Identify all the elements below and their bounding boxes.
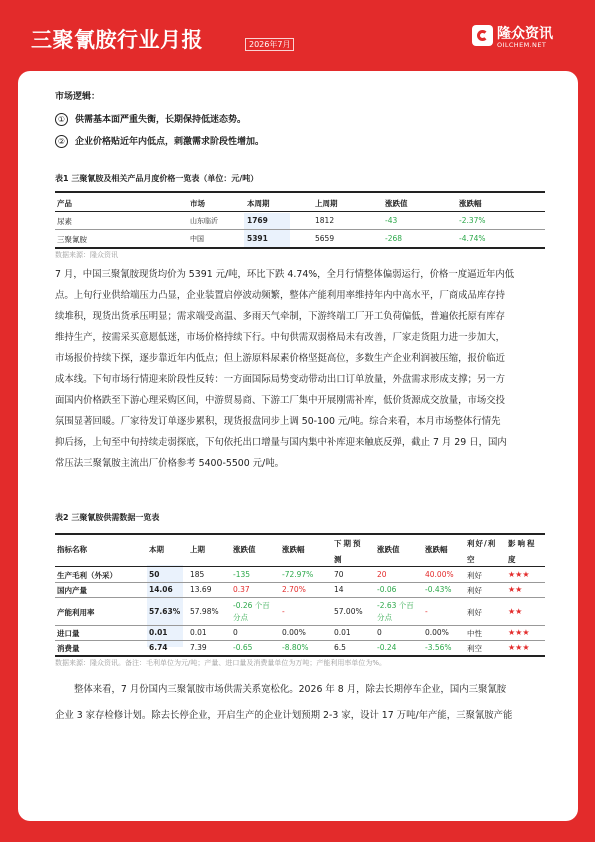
table2-cell-change-pct: 2.70%: [282, 585, 306, 594]
impact-stars: ★★: [508, 585, 523, 594]
table2-header-cell: 涨跌值: [233, 545, 256, 554]
table2-row-rule: [55, 582, 545, 583]
logic-item: [55, 112, 246, 126]
table1-header-rule: [55, 211, 545, 212]
table2-cell-forecast-change: 0: [377, 628, 382, 637]
analysis-paragraph: [55, 264, 545, 474]
table1-header-cell: 市场: [190, 199, 205, 208]
table2-cell-forecast-change: -2.63 个百分点: [377, 601, 414, 622]
table1-cell-current: 1769: [247, 216, 268, 225]
table1-cell-previous: 1812: [315, 216, 335, 225]
table2-cell-previous: 7.39: [190, 643, 207, 652]
table2-cell-change: 0.37: [233, 585, 250, 594]
impact-stars: ★★★: [508, 570, 530, 579]
paragraph-line: 面国内价格跌至下游心理采购区间，中游贸易商、下游工厂集中开展刚需补库，低价货源成交放量，市场交投: [55, 395, 506, 406]
number-circle-icon: ②: [55, 135, 68, 148]
table2-cell-forecast-pct: 40.00%: [425, 570, 454, 579]
table2-header-cell: 指标名称: [57, 545, 87, 554]
table2-cell-change-pct: -8.80%: [282, 643, 309, 652]
table1-header-cell: 涨跌幅: [459, 199, 482, 208]
table1-header-cell: 涨跌值: [385, 199, 408, 208]
table2-cell-current: 0.01: [149, 628, 168, 637]
table2-cell-change: -0.65: [233, 643, 253, 652]
table2-cell-forecast-change: 20: [377, 570, 387, 579]
table2-header-cell: 影响程度: [508, 539, 537, 564]
table1-cell-market: 山东临沂: [190, 217, 218, 225]
table2-header-cell: 利好/利空: [467, 539, 497, 564]
table2-cell-current: 57.63%: [149, 607, 181, 616]
logo-cn-text: 隆众资讯: [497, 26, 553, 42]
table1-cell-product: 三聚氰胺: [57, 235, 87, 244]
table2-cell-previous: 0.01: [190, 628, 207, 637]
table1-cell-market: 中国: [190, 235, 204, 243]
table1-header-cell: 本周期: [247, 199, 270, 208]
number-circle-icon: ①: [55, 113, 68, 126]
table2-header-cell: 涨跌幅: [282, 545, 305, 554]
table2-cell-change: -135: [233, 570, 251, 579]
report-title: 三聚氰胺行业月报: [31, 28, 203, 52]
logo-mark-icon: [472, 25, 493, 46]
table2-cell-indicator: 产能利用率: [57, 608, 95, 617]
table2-cell-indicator: 消费量: [57, 644, 80, 653]
table2-cell-current: 50: [149, 570, 160, 579]
table2-cell-change-pct: 0.00%: [282, 628, 306, 637]
table2-bottom-rule: [55, 655, 545, 657]
impact-stars: ★★★: [508, 628, 530, 637]
table2-cell-impact: 利好: [467, 571, 482, 580]
table2-cell-current: 14.06: [149, 585, 173, 594]
paragraph-line: 常压法三聚氰胺主流出厂价格参考 5400-5500 元/吨。: [55, 458, 284, 469]
market-logic-title: 市场逻辑：: [55, 92, 101, 102]
table2-cell-forecast: 57.00%: [334, 607, 363, 616]
table1-cell-current: 5391: [247, 234, 268, 243]
table1-title: 表1 三聚氰胺及相关产品月度价格一览表（单位：元/吨）: [55, 174, 259, 183]
table1-source: 数据来源：隆众资讯: [55, 251, 118, 259]
table1-cell-previous: 5659: [315, 234, 335, 243]
table2-cell-impact: 中性: [467, 629, 482, 638]
table2-cell-previous: 13.69: [190, 585, 212, 594]
table2-cell-forecast-pct: -0.43%: [425, 585, 452, 594]
paragraph-line: 抑后扬，上旬至中旬持续走弱探底，下旬依托出口增量与国内集中补库迎来触底反弹，截止 7 月 29 日，国内: [55, 437, 507, 448]
table2-cell-previous: 185: [190, 570, 205, 579]
table1-cell-product: 尿素: [57, 217, 72, 226]
paragraph-line: 续堆积，现货出货承压明显；需求端受高温、多雨天气牵制，下游终端工厂开工负荷偏低，普遍依托原有库存: [55, 311, 506, 322]
paragraph-line: 7 月，中国三聚氰胺现货均价为 5391 元/吨，环比下跌 4.74%，全月行情整体偏弱运行，价格一度逼近年内低: [55, 269, 515, 280]
logic-item-text: 供需基本面严重失衡，长期保持低迷态势。: [75, 115, 247, 125]
table2-cell-change: 0: [233, 628, 238, 637]
table1-cell-change-pct: -4.74%: [459, 234, 486, 243]
table2-cell-forecast: 6.5: [334, 643, 346, 652]
table2-cell-forecast-pct: 0.00%: [425, 628, 449, 637]
table2-header-cell: 本期: [149, 545, 164, 554]
table2-row-rule: [55, 625, 545, 626]
table2-cell-forecast-change: -0.06: [377, 585, 397, 594]
table2-cell-impact: 利空: [467, 644, 482, 653]
logic-item-text: 企业价格贴近年内低点，刺激需求阶段性增加。: [75, 137, 265, 147]
table2-cell-indicator: 国内产量: [57, 586, 87, 595]
table1-cell-change-pct: -2.37%: [459, 216, 486, 225]
brand-logo: [472, 22, 568, 52]
table2-cell-indicator: 进口量: [57, 629, 80, 638]
content-card: [18, 71, 578, 821]
impact-stars: ★★★: [508, 643, 530, 652]
table2-header-cell: 涨跌幅: [425, 545, 448, 554]
issue-badge: 2026年7月: [245, 38, 294, 51]
table2-cell-change-pct: -: [282, 607, 285, 616]
table2-cell-current: 6.74: [149, 643, 168, 652]
table2-cell-change: -0.26 个百分点: [233, 601, 270, 622]
table2-row-rule: [55, 597, 545, 598]
logo-en-text: OILCHEM.NET: [497, 41, 547, 49]
table2-cell-indicator: 生产毛利（外采）: [57, 571, 117, 580]
summary-paragraph: [55, 677, 545, 729]
table2-header-cell: 下期预测: [334, 539, 363, 564]
table2-cell-forecast: 70: [334, 570, 344, 579]
table1-top-rule: [55, 191, 545, 193]
table2-header-rule: [55, 566, 545, 567]
table2-cell-change-pct: -72.97%: [282, 570, 314, 579]
table2-cell-forecast: 0.01: [334, 628, 351, 637]
table2-cell-forecast-change: -0.24: [377, 643, 397, 652]
table2-row-rule: [55, 640, 545, 641]
table1-header-cell: 产品: [57, 199, 72, 208]
paragraph-line: 成本线。下旬市场行情迎来阶段性反转：一方面国际局势变动带动出口订单放量，外盘需求形成支撑；另一方: [55, 374, 506, 385]
logic-item: [55, 134, 264, 148]
paragraph-line: 整体来看，7 月份国内三聚氰胺市场供需关系宽松化。2026 年 8 月，除去长期停车企业，国内三聚氰胺: [74, 684, 507, 695]
table1-bottom-rule: [55, 247, 545, 249]
table2-title: 表2 三聚氰胺供需数据一览表: [55, 513, 160, 522]
table2-cell-forecast: 14: [334, 585, 344, 594]
impact-stars: ★★: [508, 607, 523, 616]
table2-cell-previous: 57.98%: [190, 607, 219, 616]
paragraph-line: 氛围显著回暖。厂家待发订单逐步累积，现货报盘同步上调 50-100 元/吨。综合来看，本月市场整体行情先: [55, 416, 501, 427]
table2-top-rule: [55, 533, 545, 535]
table1-cell-change: -43: [385, 216, 398, 225]
table2-header-cell: 上期: [190, 545, 205, 554]
paragraph-line: 市场报价持续下探，逐步靠近年内低点；但上游原料尿素价格坚挺高位，多数生产企业利润被压缩，报价临近: [55, 353, 506, 364]
report-header: [0, 0, 595, 66]
paragraph-line: 企业 3 家存检修计划。除去长停企业，开启生产的企业计划预期 2-3 家，设计 17 万吨/年产能，三聚氰胺产能: [55, 710, 513, 721]
paragraph-line: 维持生产，按需采买意愿低迷，市场价格持续下行。中旬供需双弱格局未有改善，厂家走货阻力进一步加大，: [55, 332, 506, 343]
table1-row-rule: [55, 229, 545, 230]
table2-cell-impact: 利好: [467, 608, 482, 617]
table2-source: 数据来源：隆众资讯。备注：毛利单位为元/吨；产量、进口量及消费量单位为万吨；产能利用率单位为%。: [55, 659, 387, 667]
table2-header-cell: 涨跌值: [377, 545, 400, 554]
table1-header-cell: 上周期: [315, 199, 338, 208]
table2-cell-forecast-pct: -3.56%: [425, 643, 452, 652]
table2-cell-impact: 利好: [467, 586, 482, 595]
table1-cell-change: -268: [385, 234, 403, 243]
paragraph-line: 点。上旬行业供给端压力凸显，企业装置启停波动频繁，整体产能利用率维持年内中高水平，厂商成品库存持: [55, 290, 506, 301]
table2-cell-forecast-pct: -: [425, 607, 428, 616]
